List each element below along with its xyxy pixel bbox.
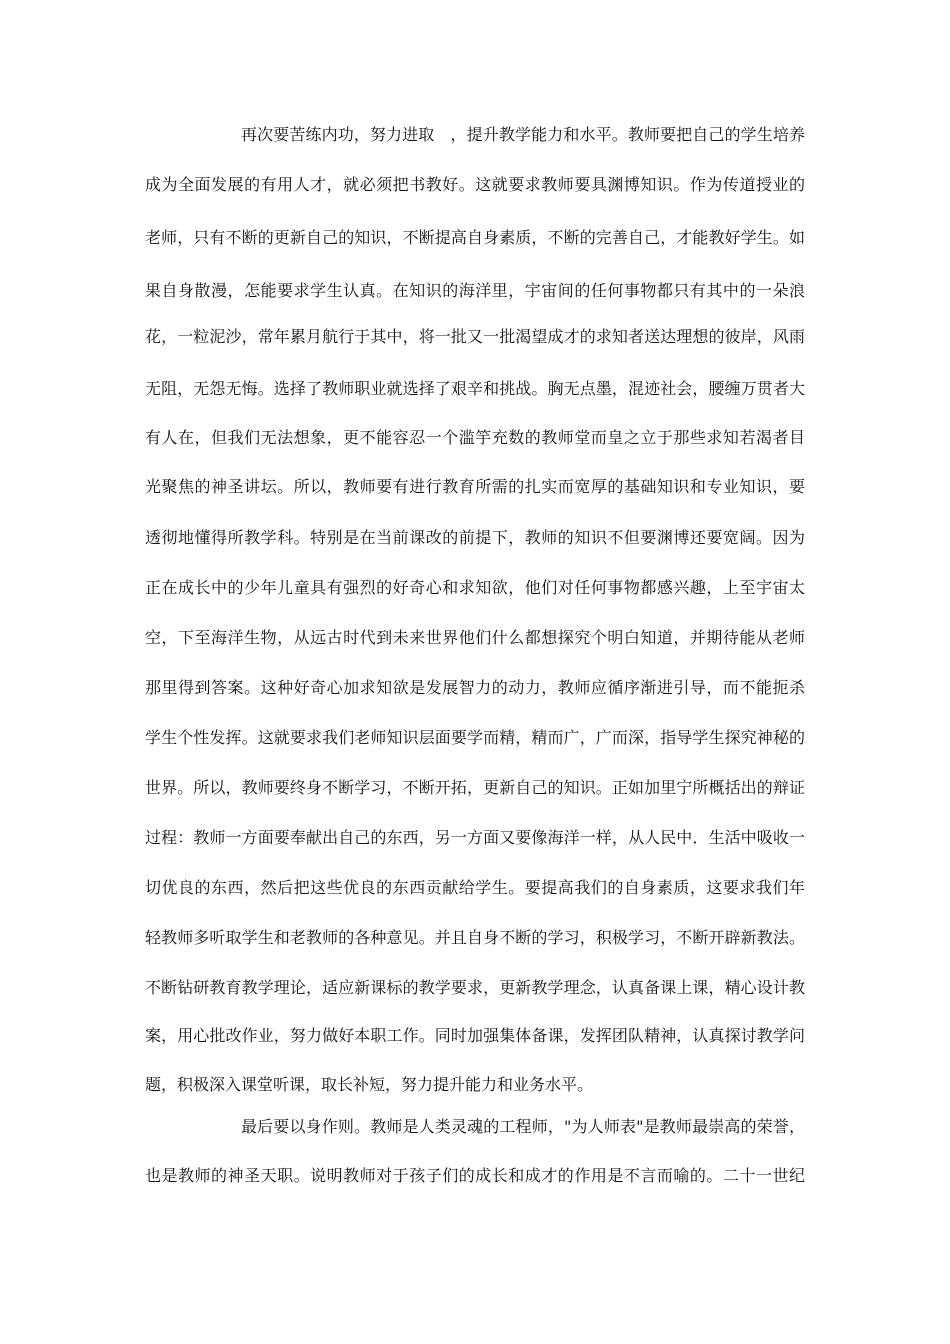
paragraph-1-line-3: 老师，只有不断的更新自己的知识，不断提高自身素质，不断的完善自己，才能教好学生。如	[145, 228, 805, 247]
paragraph-1-line-17: 轻教师多听取学生和老教师的各种意见。并且自身不断的学习，积极学习，不断开辟新教法。	[145, 928, 805, 947]
paragraph-1-line-5: 花，一粒泥沙，常年累月航行于其中，将一批又一批渴望成才的求知者送达理想的彼岸，风雨	[145, 327, 805, 346]
paragraph-2-line-1: 最后要以身作则。教师是人类灵魂的工程师，"为人师表"是教师最崇高的荣誉，	[241, 1117, 805, 1136]
paragraph-1-line-7: 有人在，但我们无法想象，更不能容忍一个滥竽充数的教师堂而皇之立于那些求知若渴者目	[145, 428, 805, 447]
paragraph-1-line-9: 透彻地懂得所教学科。特别是在当前课改的前提下，教师的知识不但要渊博还要宽阔。因为	[145, 528, 805, 547]
paragraph-1-line-8: 光聚焦的神圣讲坛。所以，教师要有进行教育所需的扎实而宽厚的基础知识和专业知识，要	[145, 477, 805, 496]
paragraph-1-line-15: 过程：教师一方面要奉献出自己的东西，另一方面又要像海洋一样，从人民中．生活中吸收一	[145, 828, 805, 847]
paragraph-1-line-20: 题，积极深入课堂听课，取长补短，努力提升能力和业务水平。	[145, 1075, 594, 1094]
paragraph-1-line-19: 案，用心批改作业，努力做好本职工作。同时加强集体备课，发挥团队精神，认真探讨教学问	[145, 1026, 805, 1045]
paragraph-1-line-6: 无阻，无怨无悔。选择了教师职业就选择了艰辛和挑战。胸无点墨，混迹社会，腰缠万贯者大	[145, 379, 805, 398]
paragraph-1-line-4: 果自身散漫，怎能要求学生认真。在知识的海洋里，宇宙间的任何事物都只有其中的一朵浪	[145, 281, 805, 300]
paragraph-1-line-12: 那里得到答案。这种好奇心加求知欲是发展智力的动力，教师应循序渐进引导，而不能扼杀	[145, 678, 805, 697]
paragraph-1-line-18: 不断钻研教育教学理论，适应新课标的教学要求，更新教学理念，认真备课上课，精心设计教	[145, 978, 805, 997]
paragraph-1-line-2: 成为全面发展的有用人才，就必须把书教好。这就要求教师要具渊博知识。作为传道授业的	[145, 175, 805, 194]
paragraph-1-line-16: 切优良的东西，然后把这些优良的东西贡献给学生。要提高我们的自身素质，这要求我们年	[145, 878, 805, 897]
paragraph-2-line-2: 也是教师的神圣天职。说明教师对于孩子们的成长和成才的作用是不言而喻的。二十一世纪	[145, 1166, 805, 1185]
paragraph-1-line-14: 世界。所以，教师要终身不断学习，不断开拓，更新自己的知识。正如加里宁所概括出的辩证	[145, 778, 805, 797]
paragraph-1-line-10: 正在成长中的少年儿童具有强烈的好奇心和求知欲，他们对任何事物都感兴趣，上至宇宙太	[145, 578, 805, 597]
paragraph-1-line-11: 空，下至海洋生物，从远古时代到未来世界他们什么都想探究个明白知道，并期待能从老师	[145, 628, 805, 647]
paragraph-1-line-1: 再次要苦练内功，努力进取 ，提升教学能力和水平。教师要把自己的学生培养	[241, 125, 805, 144]
paragraph-1-line-13: 学生个性发挥。这就要求我们老师知识层面要学而精，精而广，广而深，指导学生探究神秘的	[145, 728, 805, 747]
